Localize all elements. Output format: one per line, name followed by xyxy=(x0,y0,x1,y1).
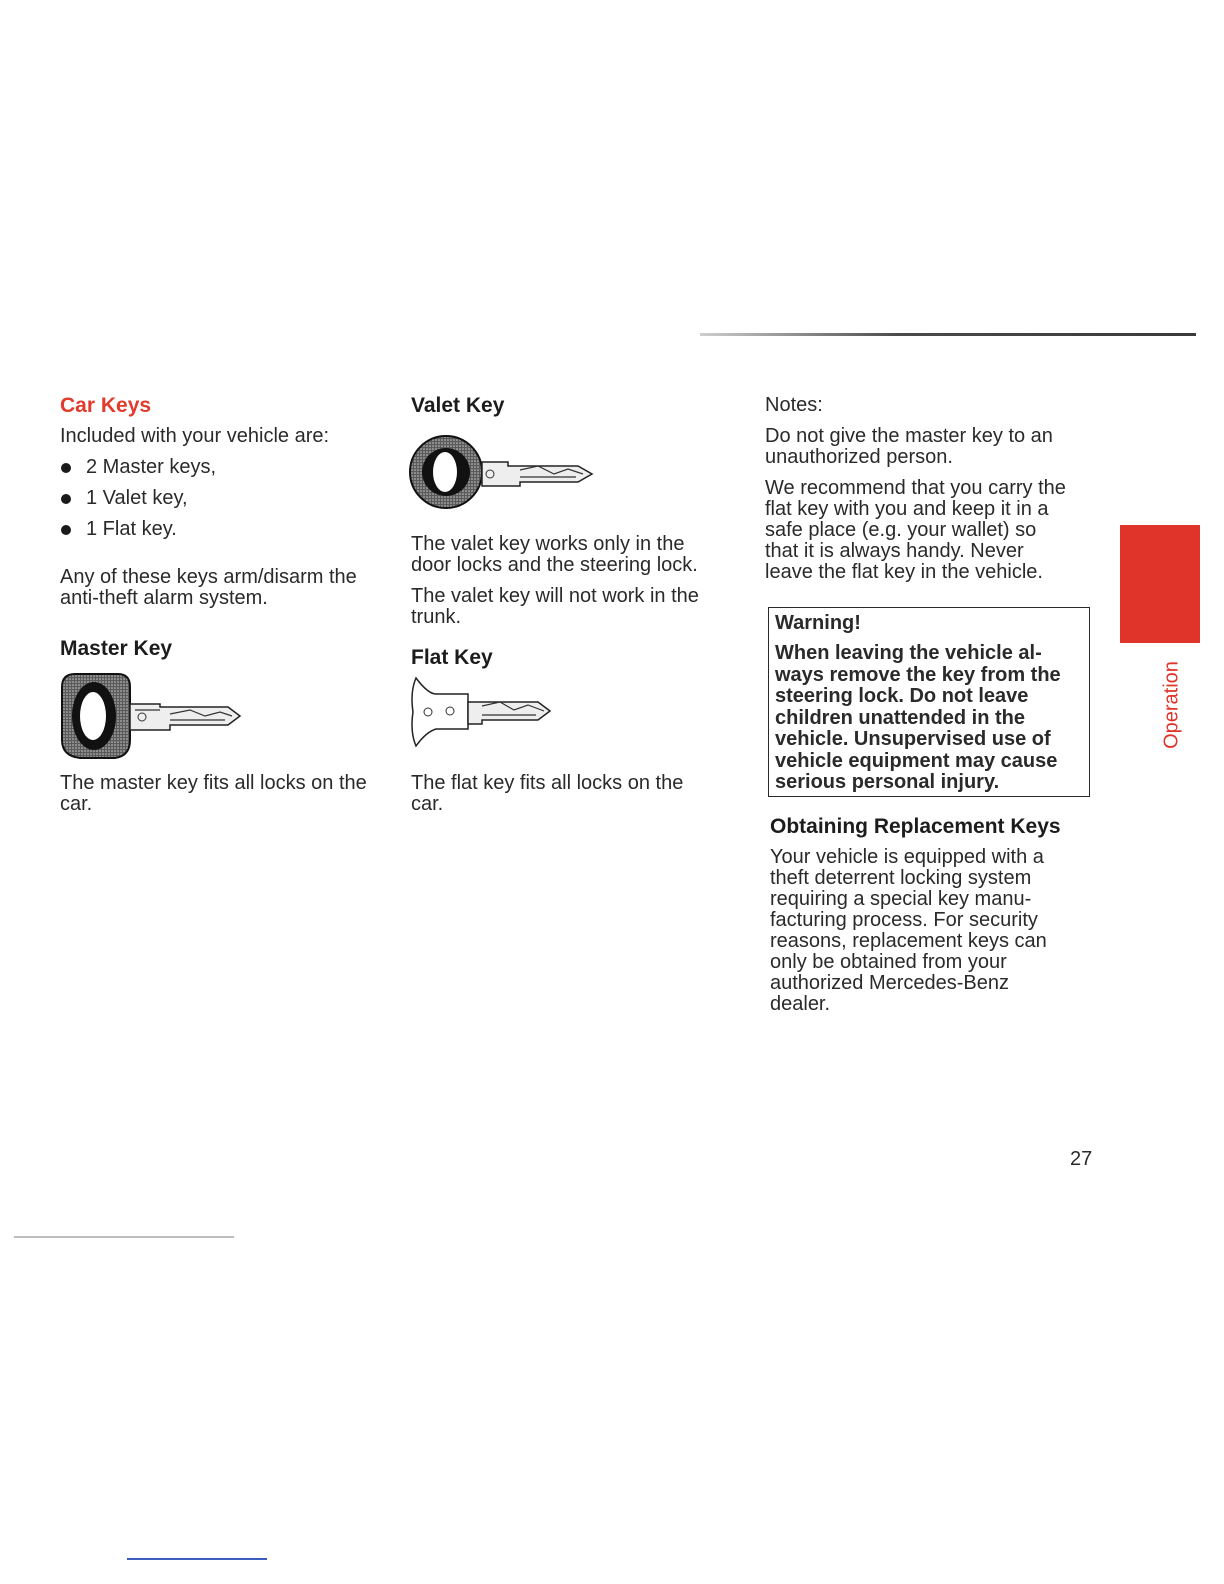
warning-line: children unattended in the xyxy=(775,706,1026,729)
valet-text-line: The valet key will not work in the xyxy=(411,585,699,607)
valet-text-line: door locks and the steering lock. xyxy=(411,554,698,576)
notes-heading: Notes: xyxy=(765,394,823,416)
intro-text: Included with your vehicle are: xyxy=(60,425,330,447)
master-key-text-line: car. xyxy=(60,793,93,815)
note-text-line: leave the flat key in the vehicle. xyxy=(765,561,1043,583)
scan-edge-line xyxy=(127,1558,267,1560)
note-text-line: flat key with you and keep it in a xyxy=(765,498,1049,520)
note-text-line: unauthorized person. xyxy=(765,446,953,468)
master-key-icon xyxy=(60,672,245,762)
replacement-text-line: facturing process. For security xyxy=(770,909,1038,931)
warning-body xyxy=(775,643,1083,794)
replacement-text-line: theft deterrent locking system xyxy=(770,867,1032,889)
alarm-text-line: anti-theft alarm system. xyxy=(60,587,268,609)
master-key-caption xyxy=(60,773,395,815)
replacement-text-line: reasons, replacement keys can xyxy=(770,930,1047,952)
master-key-heading: Master Key xyxy=(60,637,173,660)
warning-line: serious personal injury. xyxy=(775,771,1000,793)
note-paragraph xyxy=(765,478,1095,583)
page-number: 27 xyxy=(1070,1148,1093,1170)
replacement-paragraph xyxy=(770,847,1100,1015)
column-valet-key xyxy=(411,395,751,416)
section-tab-label xyxy=(1152,655,1192,755)
note-text-line: Do not give the master key to an xyxy=(765,425,1053,447)
section-tab-text: Operation xyxy=(1160,661,1183,749)
column-car-keys xyxy=(60,395,395,659)
car-keys-heading: Car Keys xyxy=(60,394,152,417)
section-tab xyxy=(1120,525,1200,643)
warning-line: When leaving the vehicle al- xyxy=(775,642,1042,664)
note-text-line: safe place (e.g. your wallet) so xyxy=(765,519,1037,541)
replacement-keys-section xyxy=(770,816,1100,1015)
flat-key-caption xyxy=(411,773,751,815)
replacement-text-line: authorized Mercedes-Benz xyxy=(770,972,1010,994)
keys-list xyxy=(60,457,395,550)
list-item: 1 Valet key, xyxy=(60,488,395,519)
top-rule xyxy=(700,333,1196,336)
flat-key-icon xyxy=(408,674,558,749)
warning-line: steering lock. Do not leave xyxy=(775,685,1029,707)
valet-text-line: trunk. xyxy=(411,606,462,628)
warning-box xyxy=(768,607,1090,797)
flat-key-heading: Flat Key xyxy=(411,646,493,669)
valet-key-icon xyxy=(408,424,598,524)
column-notes xyxy=(765,395,1095,583)
valet-key-text xyxy=(411,534,751,668)
master-key-text-line: The master key fits all locks on the xyxy=(60,772,367,794)
alarm-text-line: Any of these keys arm/disarm the xyxy=(60,566,357,588)
warning-line: ways remove the key from the xyxy=(775,663,1061,686)
list-item: 2 Master keys, xyxy=(60,457,395,488)
replacement-text-line: only be obtained from your xyxy=(770,951,1007,973)
list-item: 1 Flat key. xyxy=(60,519,395,550)
alarm-paragraph xyxy=(60,567,395,609)
warning-line: vehicle equipment may cause xyxy=(775,749,1058,772)
replacement-text-line: Your vehicle is equipped with a xyxy=(770,846,1044,868)
flat-key-text-line: car. xyxy=(411,793,444,815)
valet-key-heading: Valet Key xyxy=(411,394,505,417)
note-text-line: We recommend that you carry the xyxy=(765,477,1066,499)
valet-text-line: The valet key works only in the xyxy=(411,533,685,555)
note-text-line: that it is always handy. Never xyxy=(765,540,1024,562)
replacement-text-line: dealer. xyxy=(770,993,831,1015)
note-paragraph xyxy=(765,426,1095,468)
replacement-text-line: requiring a special key manu- xyxy=(770,888,1032,910)
flat-key-text-line: The flat key fits all locks on the xyxy=(411,772,684,794)
bottom-rule xyxy=(14,1236,234,1238)
warning-line: vehicle. Unsupervised use of xyxy=(775,728,1051,750)
warning-title: Warning! xyxy=(775,612,861,634)
replacement-keys-heading: Obtaining Replacement Keys xyxy=(770,815,1061,838)
